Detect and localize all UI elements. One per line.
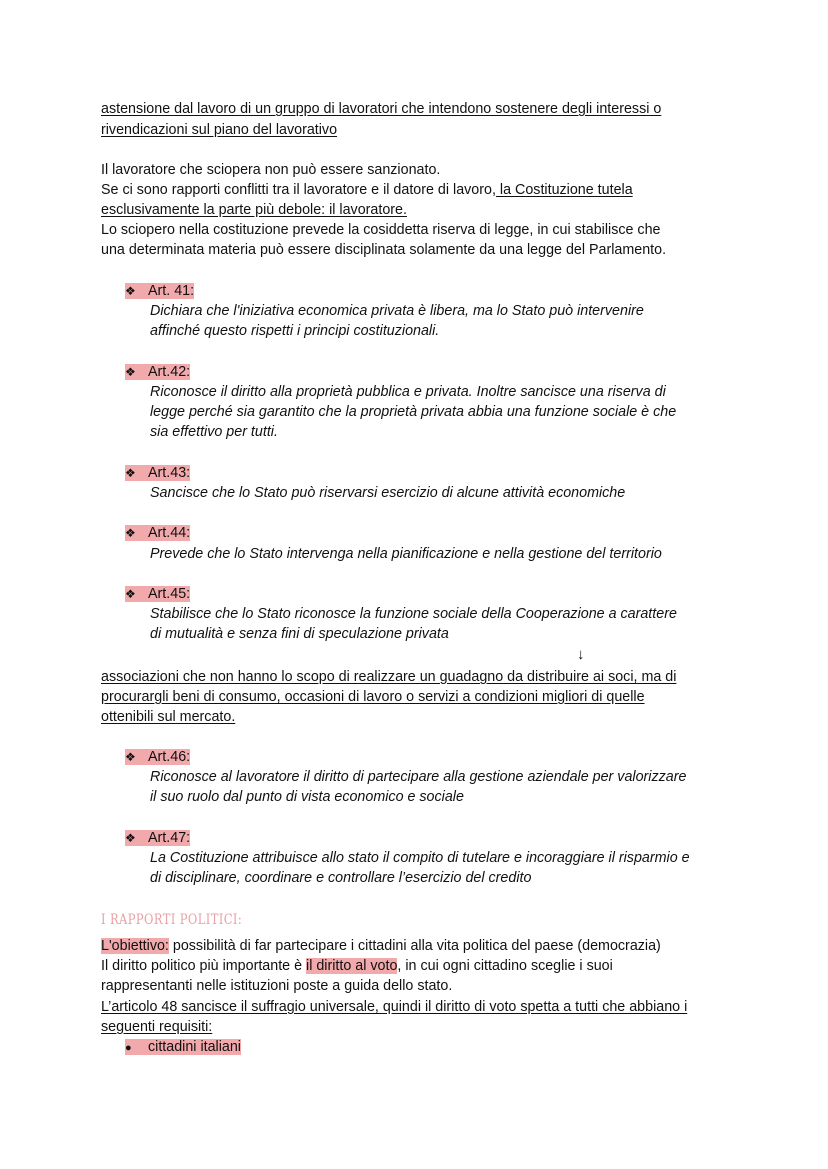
objective-text: possibilità di far partecipare i cittadini alla vita politica del paese (democrazia) [168,938,661,954]
article-label: Art. 41: [148,283,195,299]
dot-bullet-icon: ● [125,1042,132,1054]
diamond-bullet-icon: ❖ [125,750,136,764]
down-arrow-icon: ↓ [577,646,585,663]
intro-line: rivendicazioni sul piano del lavorativo [101,122,338,138]
article-label: Art.42: [148,364,191,380]
article-42-heading [125,362,190,382]
art48-line: seguenti requisiti: [101,1019,213,1035]
article-desc-line: il suo ruolo dal punto di vista economico e sociale [150,789,464,805]
article-desc-line: Prevede che lo Stato intervenga nella pianificazione e nella gestione del territorio [150,546,662,562]
vote-text: , in cui ogni cittadino sceglie i suoi [397,958,613,974]
diamond-bullet-icon: ❖ [125,284,136,298]
vote-highlight: il diritto al voto [306,958,398,974]
diamond-bullet-icon: ❖ [125,526,136,540]
vote-text: Il diritto politico più importante è [101,958,307,974]
paragraph-text: Se ci sono rapporti conflitti tra il lavoratore e il datore di lavoro, [101,182,496,198]
requirement-item [125,1037,241,1058]
article-desc-line: di disciplinare, coordinare e controllare l’esercizio del credito [150,870,532,886]
article-44-heading [125,523,190,543]
article-label: Art.46: [148,749,191,765]
section-title: I RAPPORTI POLITICI: [101,912,243,928]
article-desc-line: Dichiara che l'iniziativa economica privata è libera, ma lo Stato può intervenire [150,303,644,319]
article-desc-line: Riconosce il diritto alla proprietà pubblica e privata. Inoltre sancisce una riserva di [150,384,666,400]
vote-line: rappresentanti nelle istituzioni poste a guida dello stato. [101,978,453,994]
paragraph-line [101,180,633,200]
paragraph-line: Il lavoratore che sciopera non può essere sanzionato. [101,162,441,178]
cooperative-line: ottenibili sul mercato. [101,709,236,725]
article-41-heading [125,281,194,301]
paragraph-line: Lo sciopero nella costituzione prevede la cosiddetta riserva di legge, in cui stabilisce che [101,222,661,238]
paragraph-underlined-text: la Costituzione tutela [495,182,633,198]
objective-label: L'obiettivo: [101,938,169,954]
article-label: Art.44: [148,525,191,541]
article-label: Art.45: [148,586,191,602]
article-desc-line: Sancisce che lo Stato può riservarsi esercizio di alcune attività economiche [150,485,626,501]
cooperative-line: associazioni che non hanno lo scopo di realizzare un guadagno da distribuire ai soci, ma di [101,669,677,685]
diamond-bullet-icon: ❖ [125,831,136,845]
article-desc-line: legge perché sia garantito che la proprietà privata abbia una funzione sociale è che [150,404,677,420]
article-desc-line: sia effettivo per tutti. [150,424,278,440]
cooperative-line: procurargli beni di consumo, occasioni di lavoro o servizi a condizioni migliori di quelle [101,689,645,705]
diamond-bullet-icon: ❖ [125,587,136,601]
article-46-heading [125,747,190,767]
article-desc-line: affinché questo rispetti i principi costituzionali. [150,323,440,339]
article-desc-line: La Costituzione attribuisce allo stato il compito di tutelare e incoraggiare il risparmio e [150,850,690,866]
article-47-heading [125,828,190,848]
diamond-bullet-icon: ❖ [125,466,136,480]
article-desc-line: Stabilisce che lo Stato riconosce la funzione sociale della Cooperazione a carattere [150,606,677,622]
vote-line [101,956,613,976]
requirement-label: cittadini italiani [148,1039,241,1055]
article-label: Art.47: [148,830,191,846]
article-43-heading [125,463,190,483]
article-45-heading [125,584,190,604]
article-desc-line: Riconosce al lavoratore il diritto di partecipare alla gestione aziendale per valorizzare [150,769,687,785]
diamond-bullet-icon: ❖ [125,365,136,379]
paragraph-line: una determinata materia può essere disciplinata solamente da una legge del Parlamento. [101,242,667,258]
article-desc-line: di mutualità e senza fini di speculazione privata [150,626,449,642]
art48-line: L’articolo 48 sancisce il suffragio universale, quindi il diritto di voto spetta a tutti che abbiano i [101,999,688,1015]
intro-line: astensione dal lavoro di un gruppo di lavoratori che intendono sostenere degli interessi o [101,101,662,117]
paragraph-line: esclusivamente la parte più debole: il lavoratore. [101,202,407,218]
article-label: Art.43: [148,465,191,481]
objective-line [101,936,661,956]
